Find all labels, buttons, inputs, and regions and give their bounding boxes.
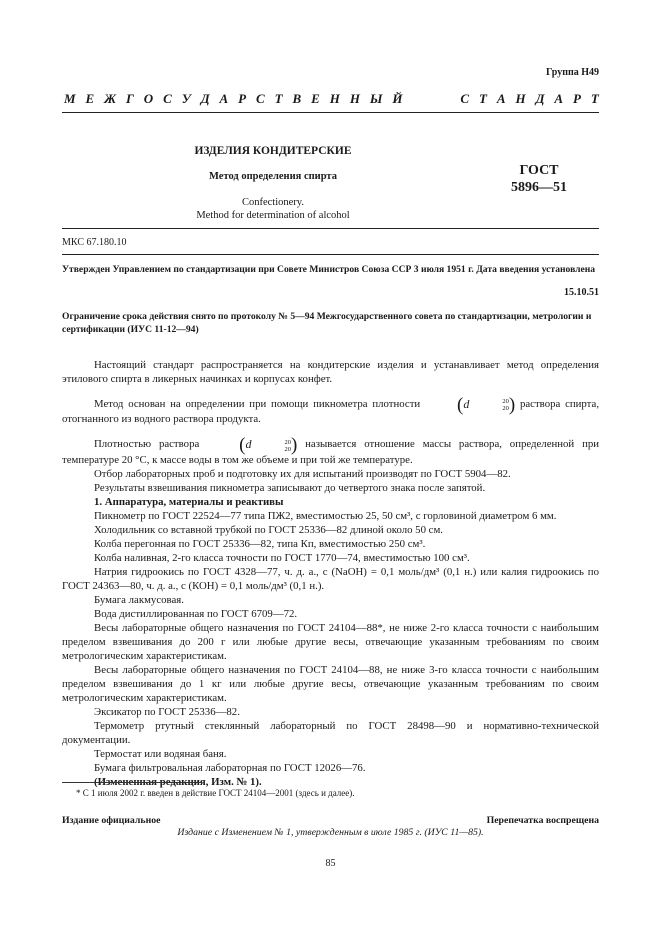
title-en-line2: Method for determination of alcohol xyxy=(196,210,350,221)
interstate-word-gap xyxy=(412,91,450,107)
mks-divider xyxy=(62,254,599,255)
interstate-letter: О xyxy=(143,91,154,106)
apparatus-item: Колба перегонная по ГОСТ 25336—82, типа Кп, вместимостью 250 см³. xyxy=(94,537,426,550)
density-def-a: Плотностью раствора xyxy=(94,438,200,451)
density-formula-2: (d 20 20 ) xyxy=(239,434,298,456)
paragraph-weighing: Результаты взвешивания пикнометра записывают до четвертого знака после запятой. xyxy=(94,481,486,494)
standard-letter: А xyxy=(554,91,564,106)
document-subtitle-ru: Метод определения спирта xyxy=(209,171,337,182)
apparatus-item: Бумага фильтровальная лабораторная по ГОСТ 12026—76. xyxy=(94,761,366,774)
apparatus-item: Вода дистиллированная по ГОСТ 6709—72. xyxy=(94,607,298,620)
interstate-letter: А xyxy=(219,91,229,106)
density-symbol: d xyxy=(463,397,470,411)
method-text-b: раствора спирта, отогнанного из водного раствора продукта. xyxy=(62,398,600,426)
interstate-letter: С xyxy=(163,91,172,106)
density-sup: 20 xyxy=(502,398,509,406)
intro-date: 15.10.51 xyxy=(564,287,599,298)
interstate-letter: В xyxy=(292,91,302,106)
page-number: 85 xyxy=(325,858,336,869)
interstate-letter: Е xyxy=(311,91,320,106)
interstate-letter: Й xyxy=(392,91,403,106)
density-sup-2: 20 xyxy=(284,438,291,446)
apparatus-item: Бумага лакмусовая. xyxy=(94,593,184,606)
standard-letter: С xyxy=(460,91,470,106)
amendment-note: Издание с Изменением № 1, утвержденным в июле 1985 г. (ИУС 11—85). xyxy=(177,827,484,838)
interstate-letter: Е xyxy=(85,91,95,106)
document-body xyxy=(62,358,599,789)
interstate-letter: Т xyxy=(274,91,283,106)
apparatus-list xyxy=(62,509,599,775)
method-text-a: Метод основан на определении при помощи пикнометра плотности xyxy=(94,398,421,411)
paragraph-scope: Настоящий стандарт распространяется на кондитерские изделия и устанавливает метод определения этилового спирта в ликерных начинках и корпусах конфет. xyxy=(62,359,599,385)
paragraph-method xyxy=(62,394,600,426)
interstate-letter: С xyxy=(256,91,265,106)
standard-letter: Т xyxy=(590,91,599,106)
apparatus-item: Термостат или водяная баня. xyxy=(94,747,227,760)
apparatus-item: Эксикатор по ГОСТ 25336—82. xyxy=(94,705,240,718)
interstate-letter: Н xyxy=(349,91,360,106)
standard-letter: Д xyxy=(535,91,545,106)
apparatus-item: Весы лабораторные общего назначения по ГОСТ 24104—88, не ниже 3-го класса точности с наибольшим пределом взвешивания до 1 кг или любые другие весы, отвечающие указанным требованиям по своим метрологическим характеристикам. xyxy=(62,663,599,704)
interstate-letter: Ж xyxy=(104,91,117,106)
apparatus-item: Пикнометр по ГОСТ 22524—77 типа ПЖ2, вместимостью 25, 50 см³, с горловиной диаметром 6 мм. xyxy=(94,509,557,522)
standard-letter: Р xyxy=(573,91,581,106)
approval-statement: Утвержден Управлением по стандартизации при Совете Министров Союза ССР 3 июля 1951 г. Дата введения установлена xyxy=(62,264,596,275)
gost-label: ГОСТ xyxy=(519,163,559,178)
interstate-letter: Н xyxy=(329,91,340,106)
validity-limit-statement: Ограничение срока действия снято по протоколу № 5—94 Межгосударственного совета по стандартизации, метрологии и сертификации (ИУС 11-12—94) xyxy=(62,311,592,335)
official-edition-label: Издание официальное xyxy=(62,815,161,826)
interstate-letter: Г xyxy=(125,91,134,106)
document-title-en xyxy=(130,196,416,222)
density-symbol-2: d xyxy=(245,437,252,452)
footnote-divider xyxy=(62,782,202,783)
title-en-line1: Confectionery. xyxy=(241,197,304,208)
density-sub: 20 xyxy=(502,405,509,413)
standard-letter: Т xyxy=(479,91,487,106)
title-divider xyxy=(62,228,599,229)
interstate-standard-heading xyxy=(64,91,599,107)
density-formula: (d 20 20 ) xyxy=(457,394,516,416)
classification-group: Группа Н49 xyxy=(546,67,599,78)
reprint-prohibited-label: Перепечатка воспрещена xyxy=(486,815,599,826)
interstate-letter: Ы xyxy=(369,91,383,106)
gost-number: 5896—51 xyxy=(511,180,567,195)
interstate-letter: Р xyxy=(238,91,247,106)
gost-designation xyxy=(505,162,573,196)
mks-code: МКС 67.180.10 xyxy=(62,237,127,248)
interstate-letter: М xyxy=(64,91,76,106)
footnote: * С 1 июля 2002 г. введен в действие ГОСТ 24104—2001 (здесь и далее). xyxy=(76,788,355,798)
interstate-letter: Д xyxy=(200,91,210,106)
interstate-letter: У xyxy=(181,91,191,106)
standard-letter: А xyxy=(496,91,506,106)
apparatus-item: Весы лабораторные общего назначения по ГОСТ 24104—88*, не ниже 2-го класса точности с наибольшим пределом взвешивания до 200 г или любые другие весы, отвечающие указанным требованиям по своим метрологическим характеристикам. xyxy=(62,621,599,662)
density-sub-2: 20 xyxy=(284,445,291,453)
apparatus-item: Термометр ртутный стеклянный лабораторный по ГОСТ 28498—90 и нормативно-технической документации. xyxy=(62,719,599,746)
header-divider xyxy=(62,112,599,113)
standard-letter: Н xyxy=(515,91,526,106)
apparatus-item: Натрия гидроокись по ГОСТ 4328—77, ч. д. а., с (NaOH) = 0,1 моль/дм³ (0,1 н.) или калия гидроокись по ГОСТ 24363—80, ч. д. а., с (КОН) = 0,1 моль/дм³ (0,1 н.). xyxy=(62,565,599,592)
density-def-b: называется отношение массы раствора, определенной при температуре 20 °С, к массе воды в том же объеме и при той же температуре. xyxy=(62,438,600,466)
apparatus-item: Холодильник со вставной трубкой по ГОСТ 25336—82 длиной около 50 см. xyxy=(94,523,443,536)
paragraph-density-definition xyxy=(62,434,600,466)
document-title-ru: ИЗДЕЛИЯ КОНДИТЕРСКИЕ xyxy=(194,145,352,157)
paragraph-sampling: Отбор лабораторных проб и подготовку их для испытаний производят по ГОСТ 5904—82. xyxy=(94,467,511,480)
apparatus-item: Колба наливная, 2-го класса точности по ГОСТ 1770—74, вместимостью 100 см³. xyxy=(94,551,470,564)
section-heading-apparatus: 1. Аппаратура, материалы и реактивы xyxy=(94,495,284,508)
amended-note: (Измененная редакция, Изм. № 1). xyxy=(94,775,262,788)
